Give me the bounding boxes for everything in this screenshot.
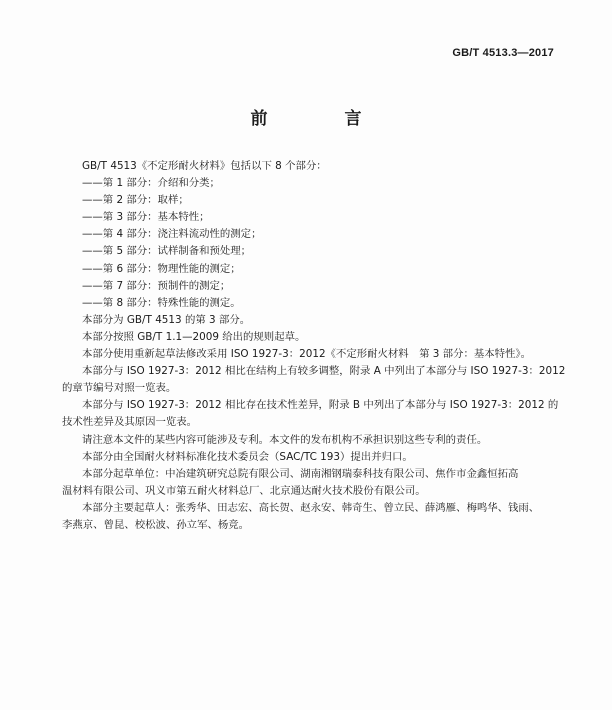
- paragraph-structure-line1: 本部分与 ISO 1927-3：2012 相比在结构上有较多调整，附录 A 中列出了本部分与 ISO 1927-3：2012: [82, 365, 566, 378]
- paragraph-technical-line1: 本部分与 ISO 1927-3：2012 相比存在技术性差异，附录 B 中列出了本部分与 ISO 1927-3：2012 的: [82, 399, 559, 412]
- paragraph-technical-line2: 技术性差异及其原因一览表。: [62, 416, 198, 429]
- paragraph-drafting-units-line1: 本部分起草单位：中冶建筑研究总院有限公司、湖南湘钢瑞泰科技有限公司、焦作市金鑫恒拓高: [82, 467, 519, 480]
- part-list-item: ——第 3 部分：基本特性；: [82, 211, 210, 224]
- part-list-item: ——第 5 部分：试样制备和预处理；: [82, 245, 252, 258]
- part-list-item: ——第 4 部分：浇注料流动性的测定；: [82, 228, 262, 241]
- part-list-item: ——第 6 部分：物理性能的测定；: [82, 262, 241, 275]
- standard-code: GB/T 4513.3—2017: [452, 47, 554, 59]
- part-list-item: ——第 1 部分：介绍和分类；: [82, 177, 220, 190]
- paragraph-drafting-units-line2: 温材料有限公司、巩义市第五耐火材料总厂、北京通达耐火技术股份有限公司。: [62, 484, 426, 497]
- paragraph-structure-line2: 的章节编号对照一览表。: [62, 382, 177, 395]
- part-list-item: ——第 2 部分：取样；: [82, 194, 189, 207]
- paragraph-committee: 本部分由全国耐火材料标准化技术委员会（SAC/TC 193）提出并归口。: [82, 450, 413, 463]
- part-list-item: ——第 7 部分：预制件的测定；: [82, 279, 231, 292]
- page-title: 前 言: [250, 109, 392, 129]
- paragraph-part-number: 本部分为 GB/T 4513 的第 3 部分。: [82, 313, 251, 326]
- intro-paragraph: GB/T 4513《不定形耐火材料》包括以下 8 个部分：: [82, 160, 327, 172]
- paragraph-drafters-line2: 李燕京、曾昆、校松波、孙立军、杨竞。: [62, 518, 250, 531]
- paragraph-drafters-line1: 本部分主要起草人：张秀华、田志宏、高长贺、赵永安、韩奇生、曾立民、薛鸿雁、梅鸣华、钱雨、: [82, 501, 540, 514]
- paragraph-drafting-rules: 本部分按照 GB/T 1.1—2009 给出的规则起草。: [82, 330, 306, 343]
- foreword-body: [62, 158, 566, 534]
- part-list-item: ——第 8 部分：特殊性能的测定。: [82, 296, 241, 309]
- paragraph-adoption: 本部分使用重新起草法修改采用 ISO 1927-3：2012《不定形耐火材料 第 3 部分：基本特性》。: [82, 348, 531, 361]
- paragraph-patent: 请注意本文件的某些内容可能涉及专利。本文件的发布机构不承担识别这些专利的责任。: [82, 433, 488, 446]
